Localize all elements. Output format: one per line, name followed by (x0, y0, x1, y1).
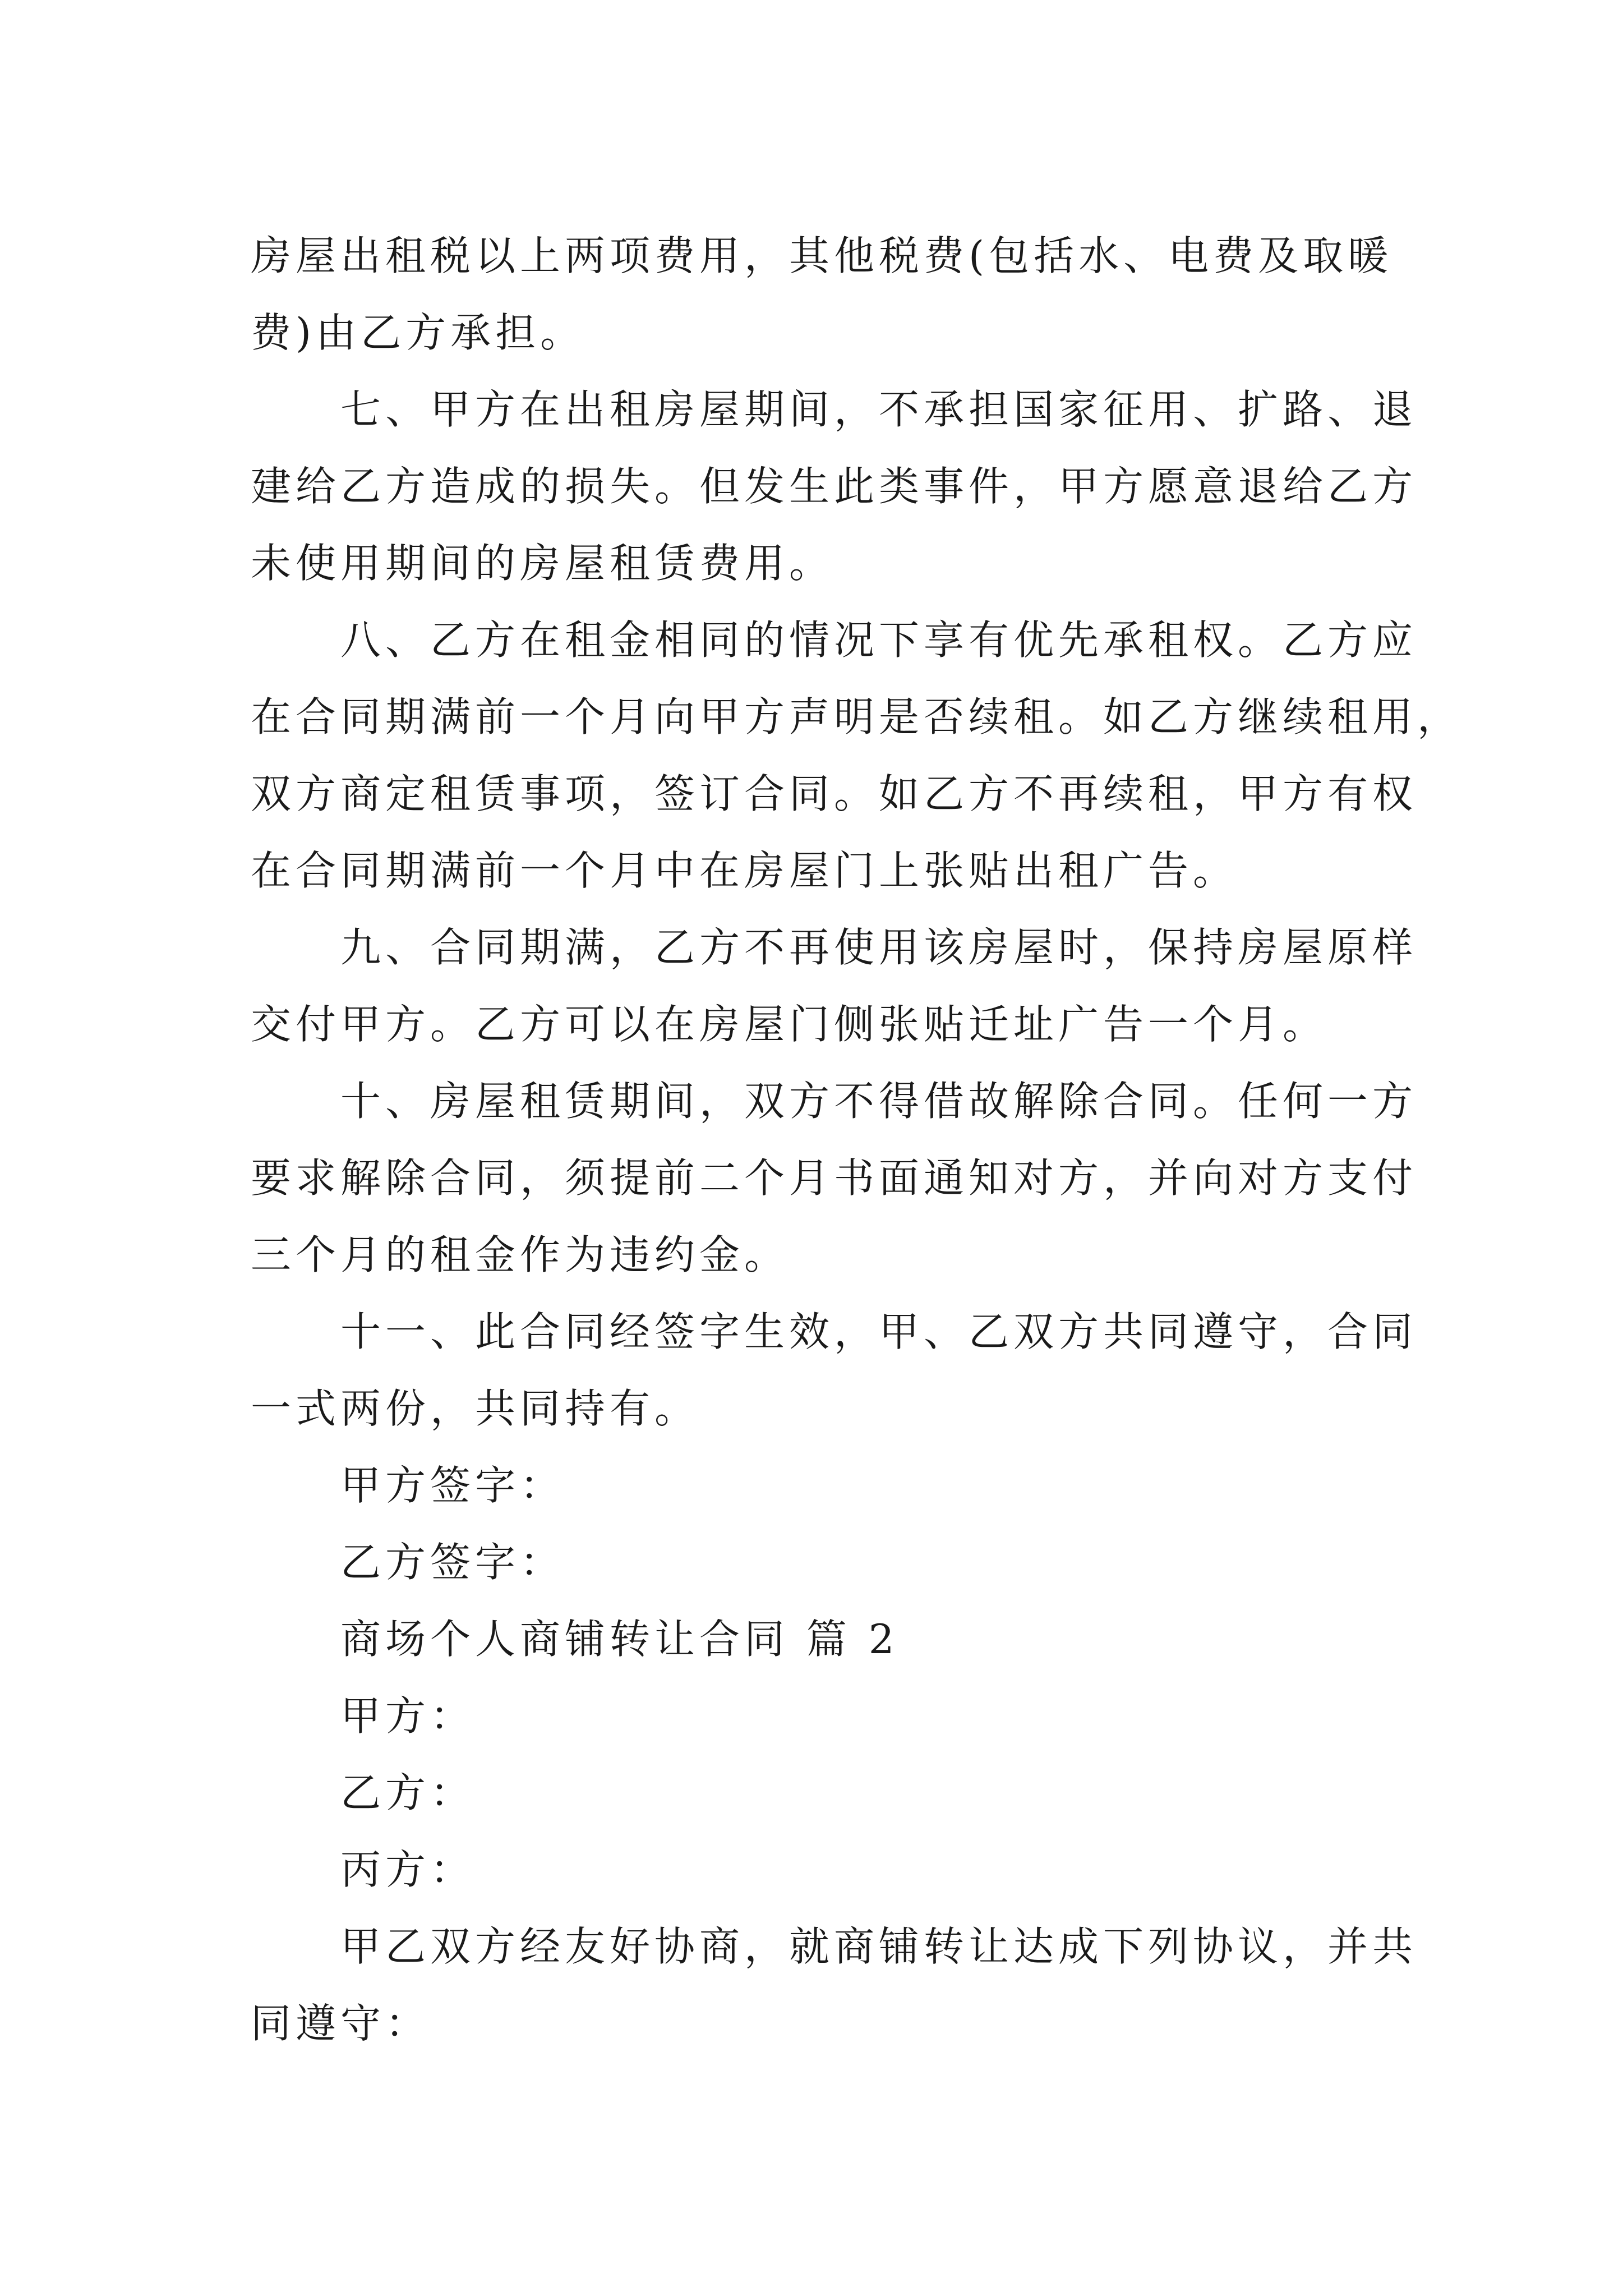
text-line: 甲方签字： (340, 1462, 565, 1509)
text-line: 费)由乙方承担。 (251, 309, 585, 356)
text-line: 乙方： (340, 1769, 476, 1816)
text-line: 在合同期满前一个月向甲方声明是否续租。如乙方继续租用， (251, 693, 1463, 740)
paragraph (251, 371, 1418, 602)
text-line: 三个月的租金作为违约金。 (251, 1231, 790, 1278)
text-line: 甲方： (340, 1692, 476, 1740)
text-line: 甲乙双方经友好协商，就商铺转让达成下列协议，并共 (340, 1923, 1418, 1970)
paragraph (251, 1678, 1378, 1755)
text-line: 八、乙方在租金相同的情况下享有优先承租权。乙方应 (340, 616, 1418, 664)
paragraph (251, 1524, 1378, 1601)
text-line: 十、房屋租赁期间，双方不得借故解除合同。任何一方 (340, 1078, 1418, 1125)
paragraph (251, 1063, 1418, 1294)
paragraph (251, 909, 1418, 1063)
text-line: 丙方： (340, 1846, 476, 1893)
text-line: 交付甲方。乙方可以在房屋门侧张贴迁址广告一个月。 (251, 1001, 1328, 1048)
text-line: 一式两份，共同持有。 (251, 1385, 700, 1432)
paragraph (251, 602, 1463, 909)
paragraph (251, 1755, 1378, 1832)
text-line: 同遵守： (251, 2000, 431, 2047)
paragraph (251, 1832, 1378, 1908)
document-page (251, 218, 1463, 2062)
paragraph (251, 1294, 1418, 1447)
text-line: 七、甲方在出租房屋期间，不承担国家征用、扩路、退 (340, 386, 1418, 433)
text-line: 房屋出租税以上两项费用，其他税费(包括水、电费及取暖 (251, 232, 1393, 279)
paragraph (251, 1601, 1378, 1678)
text-line: 九、合同期满，乙方不再使用该房屋时，保持房屋原样 (340, 924, 1418, 971)
text-line: 乙方签字： (340, 1539, 565, 1586)
paragraph (251, 1908, 1418, 2062)
text-line: 十一、此合同经签字生效，甲、乙双方共同遵守，合同 (340, 1308, 1418, 1355)
text-line: 商场个人商铺转让合同 篇 2 (340, 1616, 899, 1663)
text-line: 建给乙方造成的损失。但发生此类事件，甲方愿意退给乙方 (251, 463, 1418, 510)
text-line: 未使用期间的房屋租赁费用。 (251, 540, 834, 587)
paragraph (251, 1447, 1378, 1524)
paragraph (251, 218, 1393, 371)
text-line: 双方商定租赁事项，签订合同。如乙方不再续租，甲方有权 (251, 770, 1418, 817)
text-line: 要求解除合同，须提前二个月书面通知对方，并向对方支付 (251, 1154, 1418, 1202)
text-line: 在合同期满前一个月中在房屋门上张贴出租广告。 (251, 847, 1238, 894)
